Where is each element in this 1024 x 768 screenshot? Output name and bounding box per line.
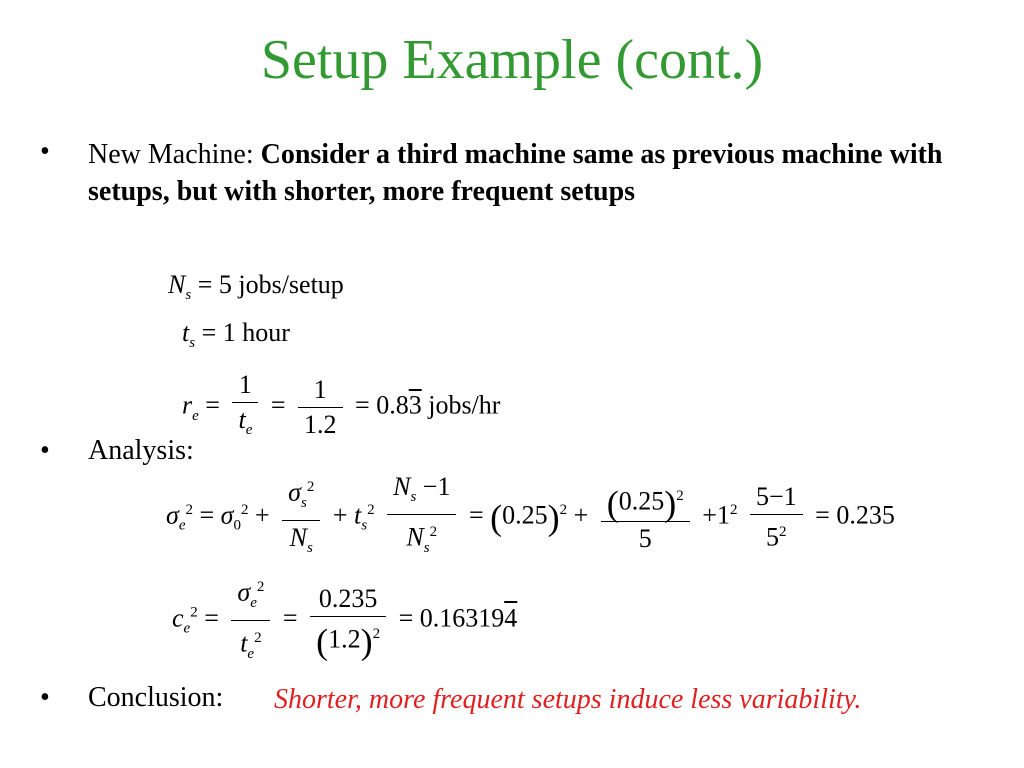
- bullet-dot: •: [40, 682, 50, 713]
- bullet-prefix: New Machine:: [88, 139, 254, 170]
- re-repeat-digit: 3: [408, 390, 422, 420]
- bullet-conclusion: Conclusion:: [88, 682, 224, 713]
- bullet-dot: •: [40, 435, 50, 466]
- equation-re: $r_e$ = $\frac{1}{t_e}$ = $\frac{1}{1.2}$ = 0.83 jobs/hr: [182, 368, 500, 447]
- re-unit: jobs/hr: [428, 390, 501, 420]
- conclusion-text: Shorter, more frequent setups induce less variability.: [274, 684, 862, 715]
- equation-ce: $c_e^2$ = $\frac{\sigma_e^2}{t_e^2}$ = $\frac{0.235}{(1.2)^2}$ = 0.163194: [172, 570, 517, 671]
- sigma-fraction-3: $\frac{(0.25)^2}{5}$: [601, 479, 690, 556]
- ce-value: 0.16319: [419, 603, 505, 633]
- bullet-dot: •: [40, 136, 50, 167]
- equation-ts: $t_s = 1$ hour: [182, 318, 290, 352]
- re-fraction-2: $\frac{1}{1.2}$: [298, 373, 343, 442]
- re-value: 0.8: [376, 390, 409, 420]
- page-title: Setup Example (cont.): [260, 29, 764, 91]
- sigma-term-1: 0.25: [502, 500, 548, 530]
- bullet-bold-text: Consider a third machine same as previous machine with setups, but with shorter, more frequent setups: [88, 139, 943, 207]
- ts-value: = 1 hour: [201, 318, 290, 347]
- equation-sigma-e: $\sigma_e^2 = \sigma_0^2$ + $\frac{\sigma_s^2}{N_s}$ + $t_s^2$ $\frac{N_s -1}{N_s^2}$ = $(0.25)^2$ + $\frac{(0.25)^2}{5}$ $+1^2$ $\frac{5-1}{5^2}$ = 0.235: [166, 470, 895, 565]
- sigma-fraction-2: $\frac{N_s -1}{N_s^2}$: [387, 470, 456, 565]
- ce-fraction-1: $\frac{\sigma_e^2}{t_e^2}$: [231, 570, 270, 671]
- equation-ns: $N_s = 5$ jobs/setup: [168, 270, 344, 304]
- sigma-fraction-4: $\frac{5-1}{5^2}$: [750, 480, 803, 555]
- re-fraction-1: $\frac{1}{t_e}$: [232, 368, 258, 447]
- ce-fraction-2: $\frac{0.235}{(1.2)^2}$: [310, 582, 386, 659]
- sigma-result: 0.235: [836, 500, 895, 530]
- sigma-fraction-1: $\frac{\sigma_s^2}{N_s}$: [282, 470, 320, 565]
- bullet-analysis: Analysis:: [88, 435, 194, 466]
- bullet-new-machine: [88, 136, 968, 210]
- ns-value: = 5 jobs/setup: [197, 270, 344, 299]
- ce-repeat-digit: 4: [504, 603, 518, 633]
